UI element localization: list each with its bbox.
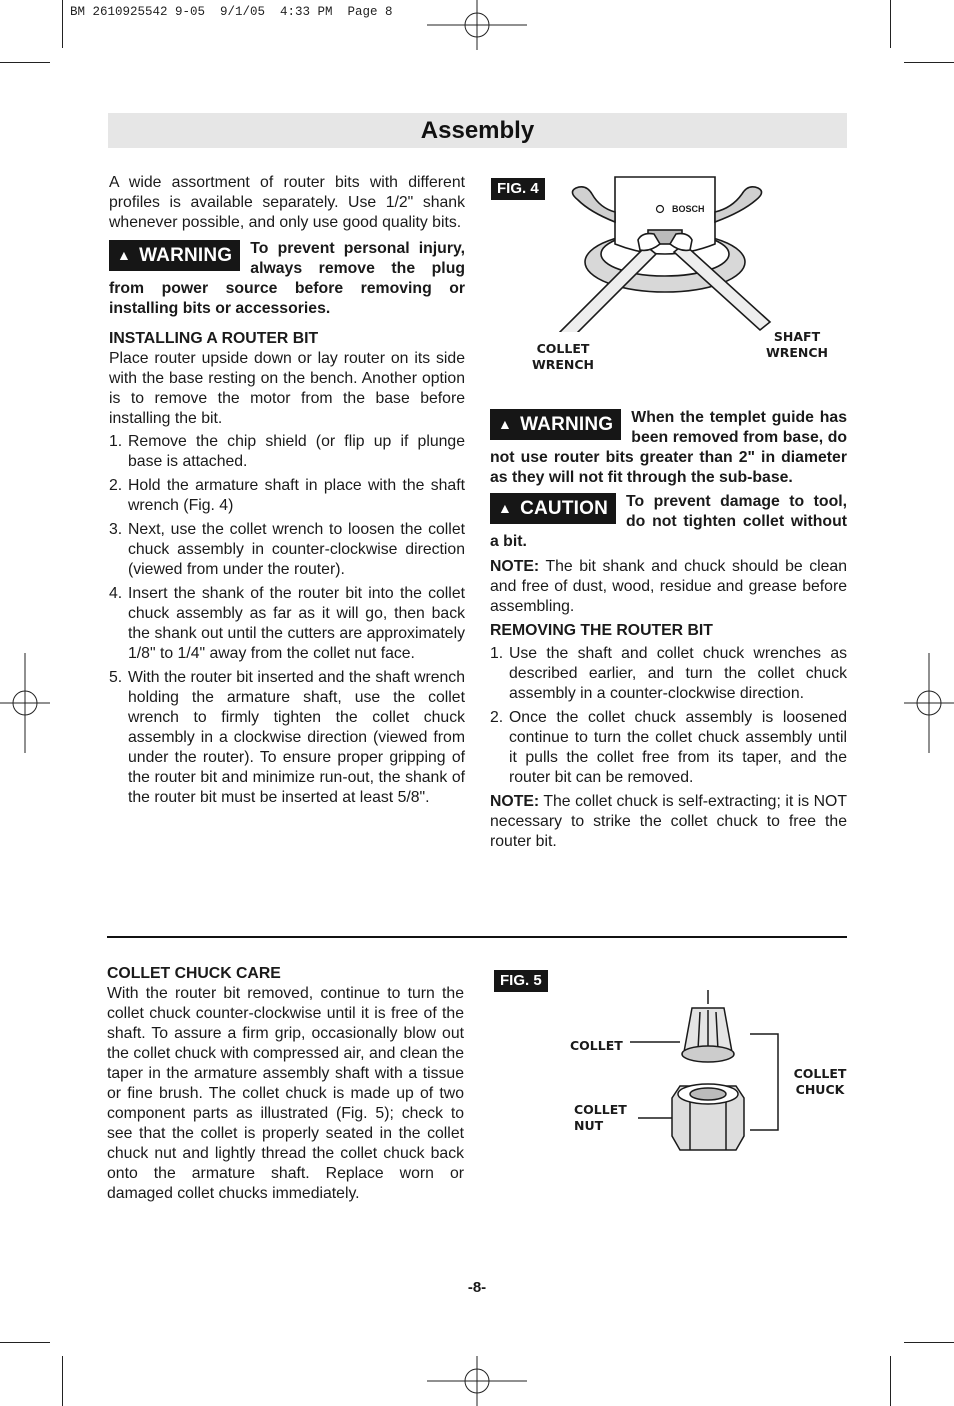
section-title-bar (108, 113, 847, 148)
fig4-brand: BOSCH (672, 204, 705, 214)
care-column (107, 964, 464, 1204)
collet-chuck-label: COLLET CHUCK (793, 1066, 847, 1097)
warning-label: ▲ WARNING (109, 240, 240, 271)
removing-heading: REMOVING THE ROUTER BIT (490, 622, 713, 639)
fig5-collet-chuck-illustration (620, 990, 790, 1170)
note-self-extracting: NOTE: The collet chuck is self-extracting; it is NOT necessary to strike the collet chuck to free the router bit. (490, 793, 847, 850)
warning-text: To prevent personal injury, always remove the plug from power source before removing or installing bits or accessories. (109, 240, 465, 317)
print-slug: BM 2610925542 9-05 9/1/05 4:33 PM Page 8 (70, 5, 393, 19)
warning-label: ▲ WARNING (490, 409, 621, 440)
installing-intro: Place router upside down or lay router on its side with the base resting on the bench. Another option is to remove the motor from the base before installing the bit. (109, 350, 465, 427)
list-item: 2. Hold the armature shaft in place with the shaft wrench (Fig. 4) (109, 477, 465, 514)
left-column (109, 173, 465, 812)
shaft-wrench-label: SHAFT WRENCH (765, 329, 829, 360)
list-item: 1. Use the shaft and collet chuck wrenches as described earlier, and turn the collet chuck assembly in a counter-clockwise direction. (490, 645, 847, 702)
note-clean: NOTE: The bit shank and chuck should be clean and free of dust, wood, residue and grease before assembling. (490, 558, 847, 615)
collet-label: COLLET (570, 1038, 623, 1053)
warning-block (109, 239, 465, 319)
warning-triangle-icon: ▲ (117, 247, 132, 263)
caution-block (490, 492, 847, 552)
fig4-tag: FIG. 4 (491, 178, 545, 200)
section-divider (107, 936, 847, 938)
page-number: -8- (467, 1279, 487, 1296)
fig5-tag: FIG. 5 (494, 970, 548, 992)
warning-text: When the templet guide has been removed from base, do not use router bits greater than 2" in diameter as they will not fit through the sub-base. (490, 409, 847, 486)
list-item: 1. Remove the chip shield (or flip up if plunge base is attached. (109, 433, 465, 470)
installing-heading: INSTALLING A ROUTER BIT (109, 330, 319, 347)
collet-wrench-label: COLLET WRENCH (531, 341, 595, 372)
list-item: 3. Next, use the collet wrench to loosen the collet chuck assembly in counter-clockwise direction (viewed from under the router). (109, 521, 465, 578)
caution-text: To prevent damage to tool, do not tighten collet without a bit. (490, 493, 847, 550)
list-item: 4. Insert the shank of the router bit into the collet chuck assembly as far as it will go, then back the shank out until the cutters are approximately 1/8" to 1/4" away from the collet nut face. (109, 585, 465, 662)
removing-steps (490, 644, 847, 788)
caution-label: ▲ CAUTION (490, 493, 616, 524)
right-column (490, 408, 847, 852)
installing-steps (109, 432, 465, 808)
page-title: Assembly (420, 117, 535, 144)
fig4-router-wrenches-illustration (520, 172, 820, 332)
intro-paragraph: A wide assortment of router bits with different profiles is available separately. Use 1/2" shank whenever possible, and only use good quality bits. (109, 174, 465, 231)
warning-triangle-icon: ▲ (498, 416, 513, 432)
care-heading: COLLET CHUCK CARE (107, 965, 281, 982)
warning-block-templet (490, 408, 847, 488)
care-text: With the router bit removed, continue to turn the collet chuck counter-clockwise until it is free of the shaft. To assure a firm grip, occasionally blow out the collet chuck with compressed air, and clean the taper in the armature assembly shaft with a tissue or fine brush. The collet chuck is made up of two component parts as illustrated (Fig. 5); check to see that the collet is properly seated in the collet chuck nut and lightly thread the collet chuck back onto the armature shaft. Replace worn or damaged collet chucks immediately. (107, 985, 464, 1202)
list-item: 2. Once the collet chuck assembly is loosened continue to turn the collet chuck assembly until it pulls the collet free from its taper, and the router bit can be removed. (490, 709, 847, 786)
list-item: 5. With the router bit inserted and the shaft wrench holding the armature shaft, use the collet wrench to firmly tighten the collet chuck assembly in a clockwise direction (viewed from under the router). To ensure proper gripping of the router bit and minimize run-out, the shank of the router bit must be inserted at least 5/8". (109, 669, 465, 806)
collet-nut-label: COLLET NUT (574, 1102, 627, 1133)
warning-triangle-icon: ▲ (498, 500, 513, 516)
